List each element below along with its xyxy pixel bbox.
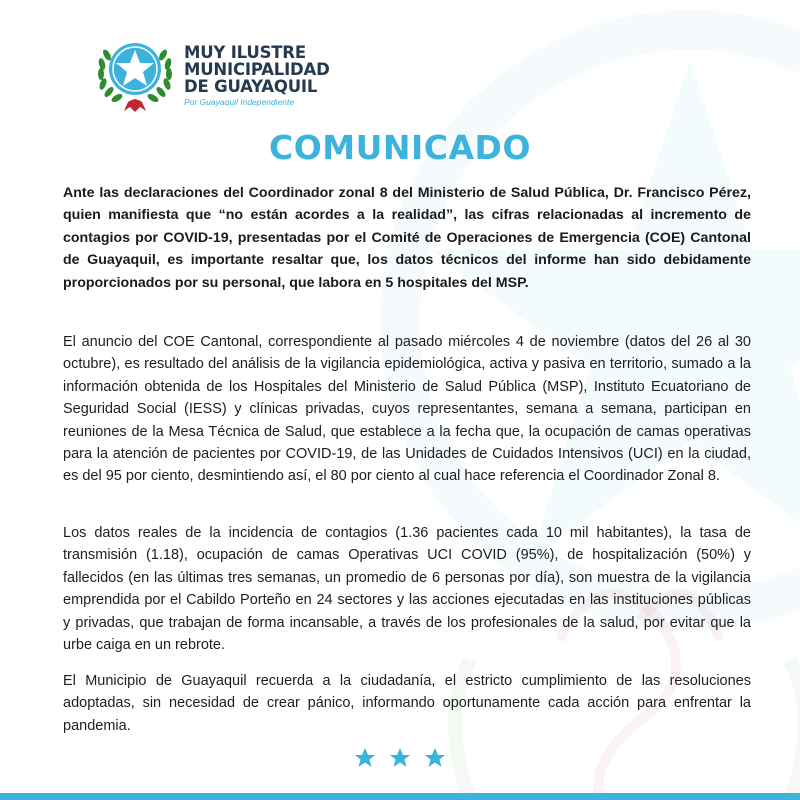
org-name-line-1: MUY ILUSTRE [184,43,306,62]
org-tagline: Por Guayaquil Independiente [184,97,295,107]
paragraph-2: El anuncio del COE Cantonal, correspondiente al pasado miércoles 4 de noviembre (datos del 26 al 30 octubre), es resultado del análisis de la vigilancia epidemiológica, activa y pasiva en territorio, sumado a la información obtenida de los Hospitales del Ministerio de Salud Pública (MSP), Instituto Ecuatoriano de Seguridad Social (IESS) y clínicas privadas, cuyos representantes, semana a semana, participan en reuniones de la Mesa Técnica de Salud, que establece a la fecha que, la ocupación de camas operativas para la atención de pacientes por COVID-19, de las Unidades de Cuidados Intensivos (UCI) en la ciudad, es del 95 por ciento, desmintiendo así, el 80 por ciento al cual hace referencia el Coordinador Zonal 8. [63,334,751,485]
org-name-line-3: DE GUAYAQUIL [184,77,318,96]
paragraph-4: El Municipio de Guayaquil recuerda a la ciudadanía, el estricto cumplimiento de las resoluciones adoptadas, sin necesidad de crear pánico, informando oportunamente cada acción para enfrentar la pandemia. [63,673,751,734]
organization-name [184,44,330,107]
org-name-line-2: MUNICIPALIDAD [184,60,330,79]
three-stars-icon [352,745,448,771]
paragraph-1-bold: Ante las declaraciones del Coordinador zonal 8 del Ministerio de Salud Pública, Dr. Francisco Pérez, quien manifiesta que “no están acordes a la realidad”, las cifras relacionadas al incremento de contagios por COVID-19, presentadas por el Comité de Operaciones de Emergencia (COE) Cantonal de Guayaquil, es importante resaltar que, los datos técnicos del informe han sido debidamente proporcionados por su personal, que labora en 5 hospitales del MSP. [63,185,751,291]
document-title: COMUNICADO [268,128,531,167]
star-laurel-emblem-icon [90,33,180,113]
paragraph-3: Los datos reales de la incidencia de contagios (1.36 pacientes cada 10 mil habitantes), la tasa de transmisión (1.18), ocupación de camas Operativas UCI COVID (95%), de hospitalización (50%) y fallecidos (en las últimas tres semanas, un promedio de 6 personas por día), son muestra de la vigilancia emprendida por el Cabildo Porteño en 24 sectores y las acciones ejecutadas en las instituciones públicas y privadas, que trabajan de forma incansable, a través de los profesionales de la salud, por evitar que la urbe caiga en un rebrote. [63,525,751,654]
bottom-accent-bar [0,793,800,800]
